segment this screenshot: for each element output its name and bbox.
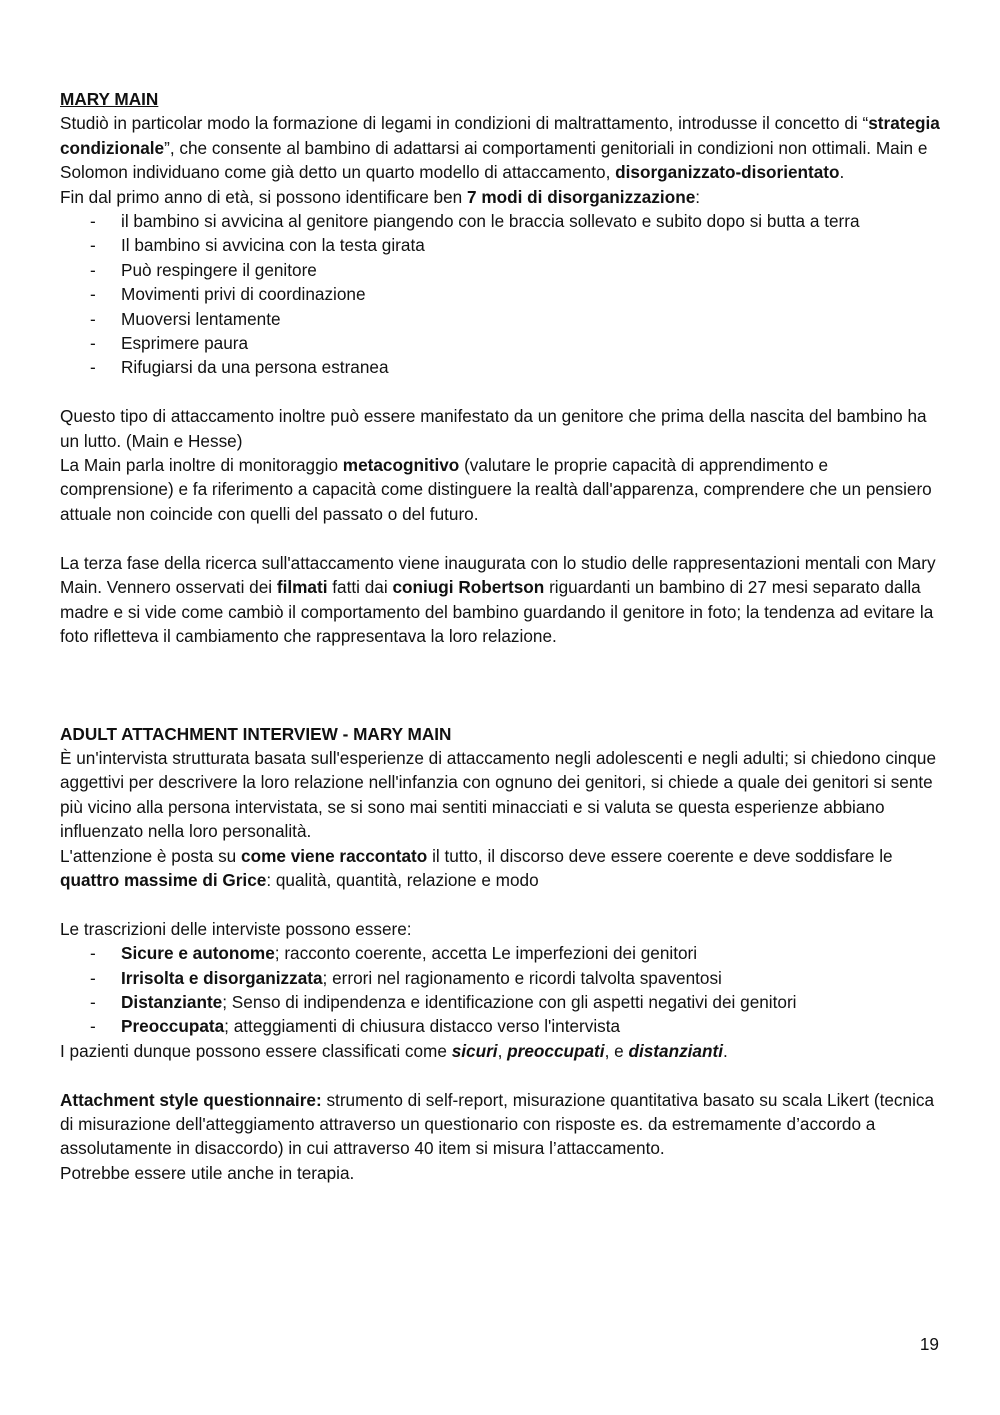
paragraph-pazienti: I pazienti dunque possono essere classificati come sicuri, preoccupati, e distanzianti. (60, 1040, 728, 1061)
list-item: - Sicure e autonome; racconto coerente, accetta Le imperfezioni dei genitori (90, 943, 698, 964)
list-item: - Rifugiarsi da una persona estranea (90, 357, 389, 378)
paragraph-terza-fase: La terza fase della ricerca sull'attaccamento viene inaugurata con lo studio delle rappresentazioni mentali con Mary Main. Vennero osservati dei filmati fatti dai coniugi Robertson riguardanti un bambino di 27 mesi separato dalla madre e si vide come cambiò il comportamento del bambino guardando il genitore in foto; la tendenza ad evitare la foto rifletteva il cambiamento che rappresentava la loro relazione. (60, 552, 936, 646)
section-title-adult-attachment-interview: ADULT ATTACHMENT INTERVIEW - MARY MAIN (60, 723, 452, 744)
paragraph-strategia: Studiò in particolar modo la formazione di legami in condizioni di maltrattamento, introdusse il concetto di “strategia condizionale”, che consente al bambino di adattarsi ai comportamenti genitoriali in condizioni non ottimali. Main e Solomon individuano come già detto un quarto modello di attaccamento, disorganizzato-disorientato. (60, 113, 940, 183)
section-title-mary-main: MARY MAIN (60, 89, 159, 109)
list-trascrizioni (60, 941, 940, 1039)
list-item: - Esprimere paura (90, 333, 249, 354)
paragraph-attachment-style-questionnaire: Attachment style questionnaire: strumento di self-report, misurazione quantitativa basato su scala Likert (tecnica di misurazione dell'atteggiamento attraverso un questionario con risposte es. da estremamente d’accordo a assolutamente in disaccordo) in cui attraverso 40 item si misura l’attaccamento. (60, 1089, 935, 1159)
list-item: - Movimenti privi di coordinazione (90, 284, 366, 305)
paragraph-intervista: È un'intervista strutturata basata sull'esperienze di attaccamento negli adolescenti e negli adulti; si chiedono cinque aggettivi per descrivere la loro relazione nell'infanzia con ognuno dei genitori, si chiede a quale dei genitori si sente più vicino alla persona intervistata, se si sono mai sentiti minacciati e si valuta se questa esperienze abbiano influenzato nella loro personalità. (60, 747, 937, 842)
list-disorganizzazione (60, 209, 940, 380)
list-item: - Può respingere il genitore (90, 259, 317, 280)
page-number: 19 (919, 1334, 939, 1354)
list-item: - Irrisolta e disorganizzata; errori nel ragionamento e ricordi talvolta spaventosi (90, 967, 722, 988)
list-item: - Muoversi lentamente (90, 308, 281, 329)
paragraph-terapia: Potrebbe essere utile anche in terapia. (60, 1162, 355, 1183)
list-item: - il bambino si avvicina al genitore piangendo con le braccia sollevato e subito dopo si butta a terra (90, 211, 860, 232)
paragraph-trascrizioni: Le trascrizioni delle interviste possono essere: (60, 918, 412, 939)
paragraph-lutto: Questo tipo di attaccamento inoltre può essere manifestato da un genitore che prima della nascita del bambino ha un lutto. (Main e Hesse) (60, 406, 927, 451)
paragraph-modi-disorganizzazione: Fin dal primo anno di età, si possono identificare ben 7 modi di disorganizzazione: (60, 186, 701, 207)
list-item: - Preoccupata; atteggiamenti di chiusura distacco verso l'intervista (90, 1016, 621, 1037)
list-item: - Il bambino si avvicina con la testa girata (90, 235, 425, 256)
paragraph-metacognitivo: La Main parla inoltre di monitoraggio metacognitivo (valutare le proprie capacità di apprendimento e comprensione) e fa riferimento a capacità come distinguere la realtà dall'apparenza, comprendere che un pensiero attuale non coincide con quelli del passato o del futuro. (60, 455, 932, 524)
paragraph-attenzione: L'attenzione è posta su come viene raccontato il tutto, il discorso deve essere coerente e deve soddisfare le quattro massime di Grice: qualità, quantità, relazione e modo (60, 845, 893, 890)
document-page (60, 87, 940, 1185)
list-item: - Distanziante; Senso di indipendenza e identificazione con gli aspetti negativi dei genitori (90, 991, 797, 1012)
